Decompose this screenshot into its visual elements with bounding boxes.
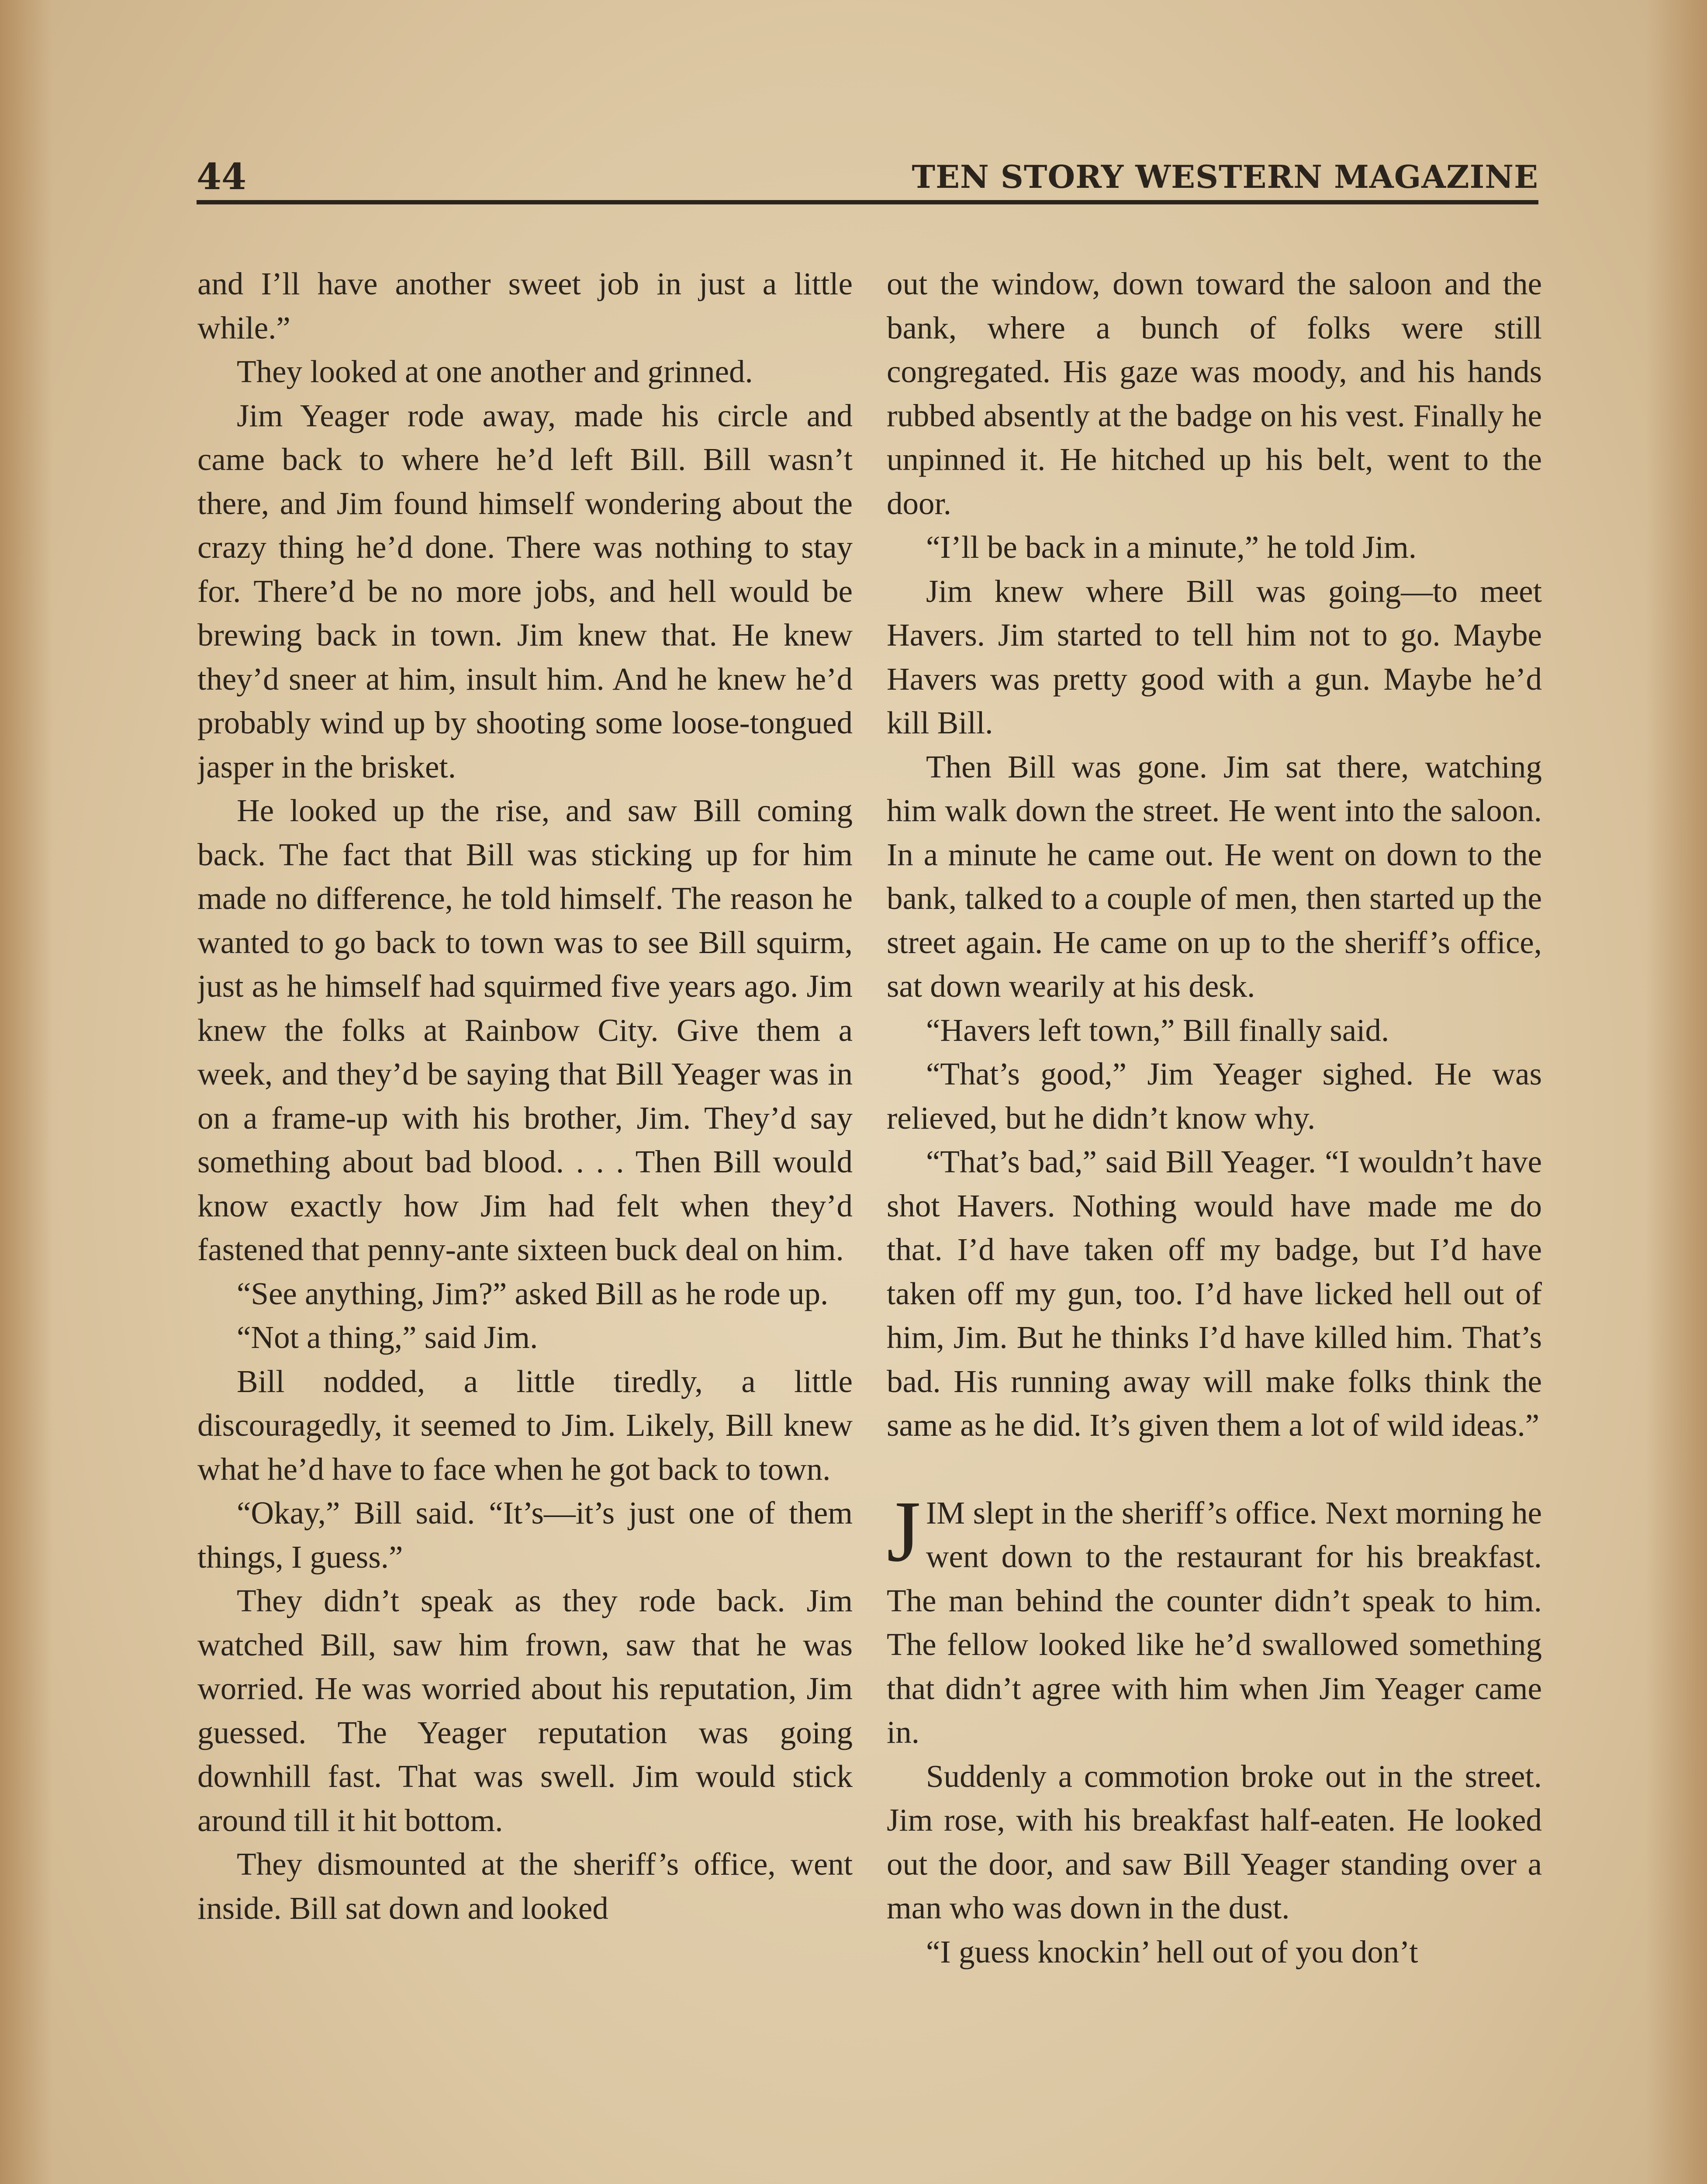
paragraph: Jim Yeager rode away, made his circle and came back to where he’d left Bill. Bill wasn’t there, and Jim found himself wondering about the crazy thing he’d done. There was nothing to stay for. There’d be no more jobs, and hell would be brewing back in town. Jim knew that. He knew they’d sneer at him, insult him. And he knew he’d probably wind up by shooting some loose-tongued jasper in the brisket.: [197, 397, 853, 784]
paragraph: Bill nodded, a little tiredly, a little discouragedly, it seemed to Jim. Likely, Bill knew what he’d have to face when he got back to town.: [197, 1363, 853, 1487]
paragraph: He looked up the rise, and saw Bill coming back. The fact that Bill was sticking up for him made no difference, he told himself. The reason he wanted to go back to town was to see Bill squirm, just as he himself had squirmed five years ago. Jim knew the folks at Rainbow City. Give them a week, and they’d be saying that Bill Yeager was in on a frame-up with his brother, Jim. They’d say something about bad blood. . . . Then Bill would know exactly how Jim had felt when they’d fastened that penny-ante sixteen buck deal on him.: [197, 793, 853, 1267]
paragraph: Then Bill was gone. Jim sat there, watching him walk down the street. He went into the saloon. In a minute he came out. He went on down to the bank, talked to a couple of men, then started up the street again. He came on up to the sheriff’s office, sat down wearily at his desk.: [887, 749, 1542, 1004]
paragraph: “Not a thing,” said Jim.: [237, 1320, 538, 1355]
page-number: 44: [197, 156, 247, 198]
drop-cap-letter: J: [887, 1483, 921, 1580]
paragraph: Suddenly a commotion broke out in the street. Jim rose, with his breakfast half-eaten. He looked out the door, and saw Bill Yeager standing over a man who was down in the dust.: [887, 1758, 1542, 1925]
page-edge-shading-right: [1646, 0, 1707, 2184]
page-edge-shading-left: [0, 0, 52, 2184]
paragraph: “Havers left town,” Bill finally said.: [926, 1012, 1389, 1048]
paragraph: They dismounted at the sheriff’s office, went inside. Bill sat down and looked: [197, 1846, 853, 1926]
left-column: [197, 262, 853, 2184]
section-break: [887, 1448, 1542, 1491]
drop-cap-paragraph: [887, 1483, 1542, 1755]
paragraph: “See anything, Jim?” asked Bill as he rode up.: [237, 1275, 829, 1311]
magazine-title: TEN STORY WESTERN MAGAZINE: [912, 158, 1538, 195]
paragraph: “I guess knockin’ hell out of you don’t: [926, 1934, 1418, 1970]
header-rule: [197, 200, 1538, 204]
paragraph: Jim knew where Bill was going—to meet Havers. Jim started to tell him not to go. Maybe Havers was pretty good with a gun. Maybe he’d kill Bill.: [887, 573, 1542, 740]
running-header: [197, 151, 1538, 203]
paragraph: They didn’t speak as they rode back. Jim watched Bill, saw him frown, saw that he was worried. He was worried about his reputation, Jim guessed. The Yeager reputation was going downhill fast. That was swell. Jim would stick around till it hit bottom.: [197, 1583, 853, 1838]
paragraph: “That’s bad,” said Bill Yeager. “I wouldn’t have shot Havers. Nothing would have made me do that. I’d have taken off my badge, but I’d have taken off my gun, too. I’d have licked hell out of him, Jim. But he thinks I’d have killed him. That’s bad. His running away will make folks think the same as he did. It’s given them a lot of wild ideas.”: [887, 1144, 1542, 1443]
paragraph: “Okay,” Bill said. “It’s—it’s just one of them things, I guess.”: [197, 1495, 853, 1575]
paragraph: “I’ll be back in a minute,” he told Jim.: [926, 529, 1417, 565]
paragraph: and I’ll have another sweet job in just a little while.”: [197, 266, 853, 346]
drop-cap-paragraph-text: IM slept in the sheriff’s office. Next morning he went down to the restaurant for his breakfast. The man behind the counter didn’t speak to him. The fellow looked like he’d swallowed something that didn’t agree with him when Jim Yeager came in.: [887, 1495, 1542, 1750]
paragraph: out the window, down toward the saloon and the bank, where a bunch of folks were still congregated. His gaze was moody, and his hands rubbed absently at the badge on his vest. Finally he unpinned it. He hitched up his belt, went to the door.: [887, 266, 1542, 521]
paragraph: “That’s good,” Jim Yeager sighed. He was relieved, but he didn’t know why.: [887, 1056, 1542, 1136]
right-column: [887, 262, 1542, 2184]
paragraph: They looked at one another and grinned.: [237, 354, 753, 389]
